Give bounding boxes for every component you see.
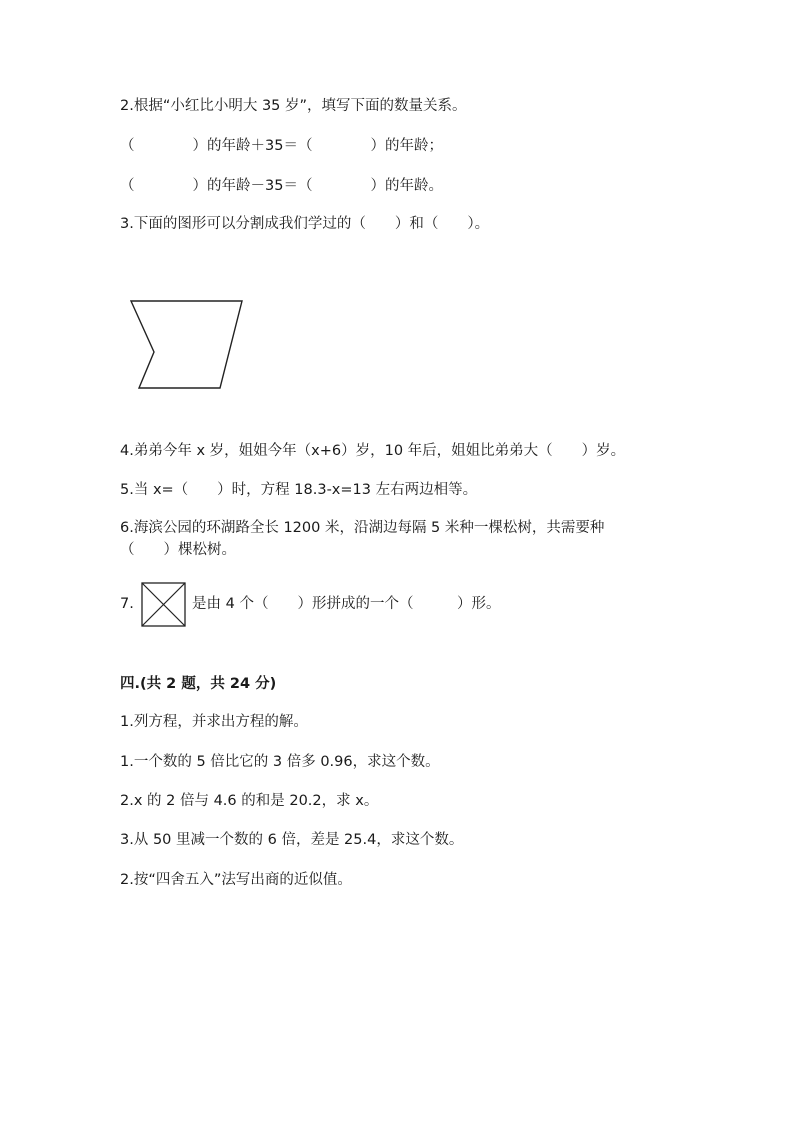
section4-q1-item-1: 1.一个数的 5 倍比它的 3 倍多 0.96，求这个数。	[120, 754, 440, 770]
q5-question: 5.当 x=（ ）时，方程 18.3-x=13 左右两边相等。	[120, 482, 478, 498]
section4-title: 四.(共 2 题，共 24 分)	[120, 676, 277, 692]
q2-question: 2.根据“小红比小明大 35 岁”，填写下面的数量关系。	[120, 98, 467, 114]
q6-line1: 6.海滨公园的环湖路全长 1200 米，沿湖边每隔 5 米种一棵松树，共需要种	[120, 520, 605, 536]
q6-line2: （ ）棵松树。	[120, 542, 236, 558]
q7-text: 是由 4 个（ ）形拼成的一个（ ）形。	[192, 596, 501, 612]
q2-row1: （ ）的年龄＋35＝（ ）的年龄；	[120, 138, 443, 154]
q2-row2: （ ）的年龄－35＝（ ）的年龄。	[120, 178, 443, 194]
q3-pentagon-shape	[131, 301, 242, 388]
q7-number: 7.	[120, 596, 134, 612]
section4-q1-item-2: 2.x 的 2 倍与 4.6 的和是 20.2，求 x。	[120, 793, 379, 809]
q7-square-diagonals-figure	[141, 582, 187, 628]
section4-q1-item-3: 3.从 50 里减一个数的 6 倍，差是 25.4，求这个数。	[120, 832, 464, 848]
section4-q2-title: 2.按“四舍五入”法写出商的近似值。	[120, 872, 352, 888]
q4-question: 4.弟弟今年 x 岁，姐姐今年（x+6）岁，10 年后，姐姐比弟弟大（ ）岁。	[120, 443, 626, 459]
q3-pentagon-figure	[128, 296, 248, 392]
section4-q1-title: 1.列方程，并求出方程的解。	[120, 714, 308, 730]
q3-question: 3.下面的图形可以分割成我们学过的（ ）和（ ）。	[120, 216, 490, 232]
